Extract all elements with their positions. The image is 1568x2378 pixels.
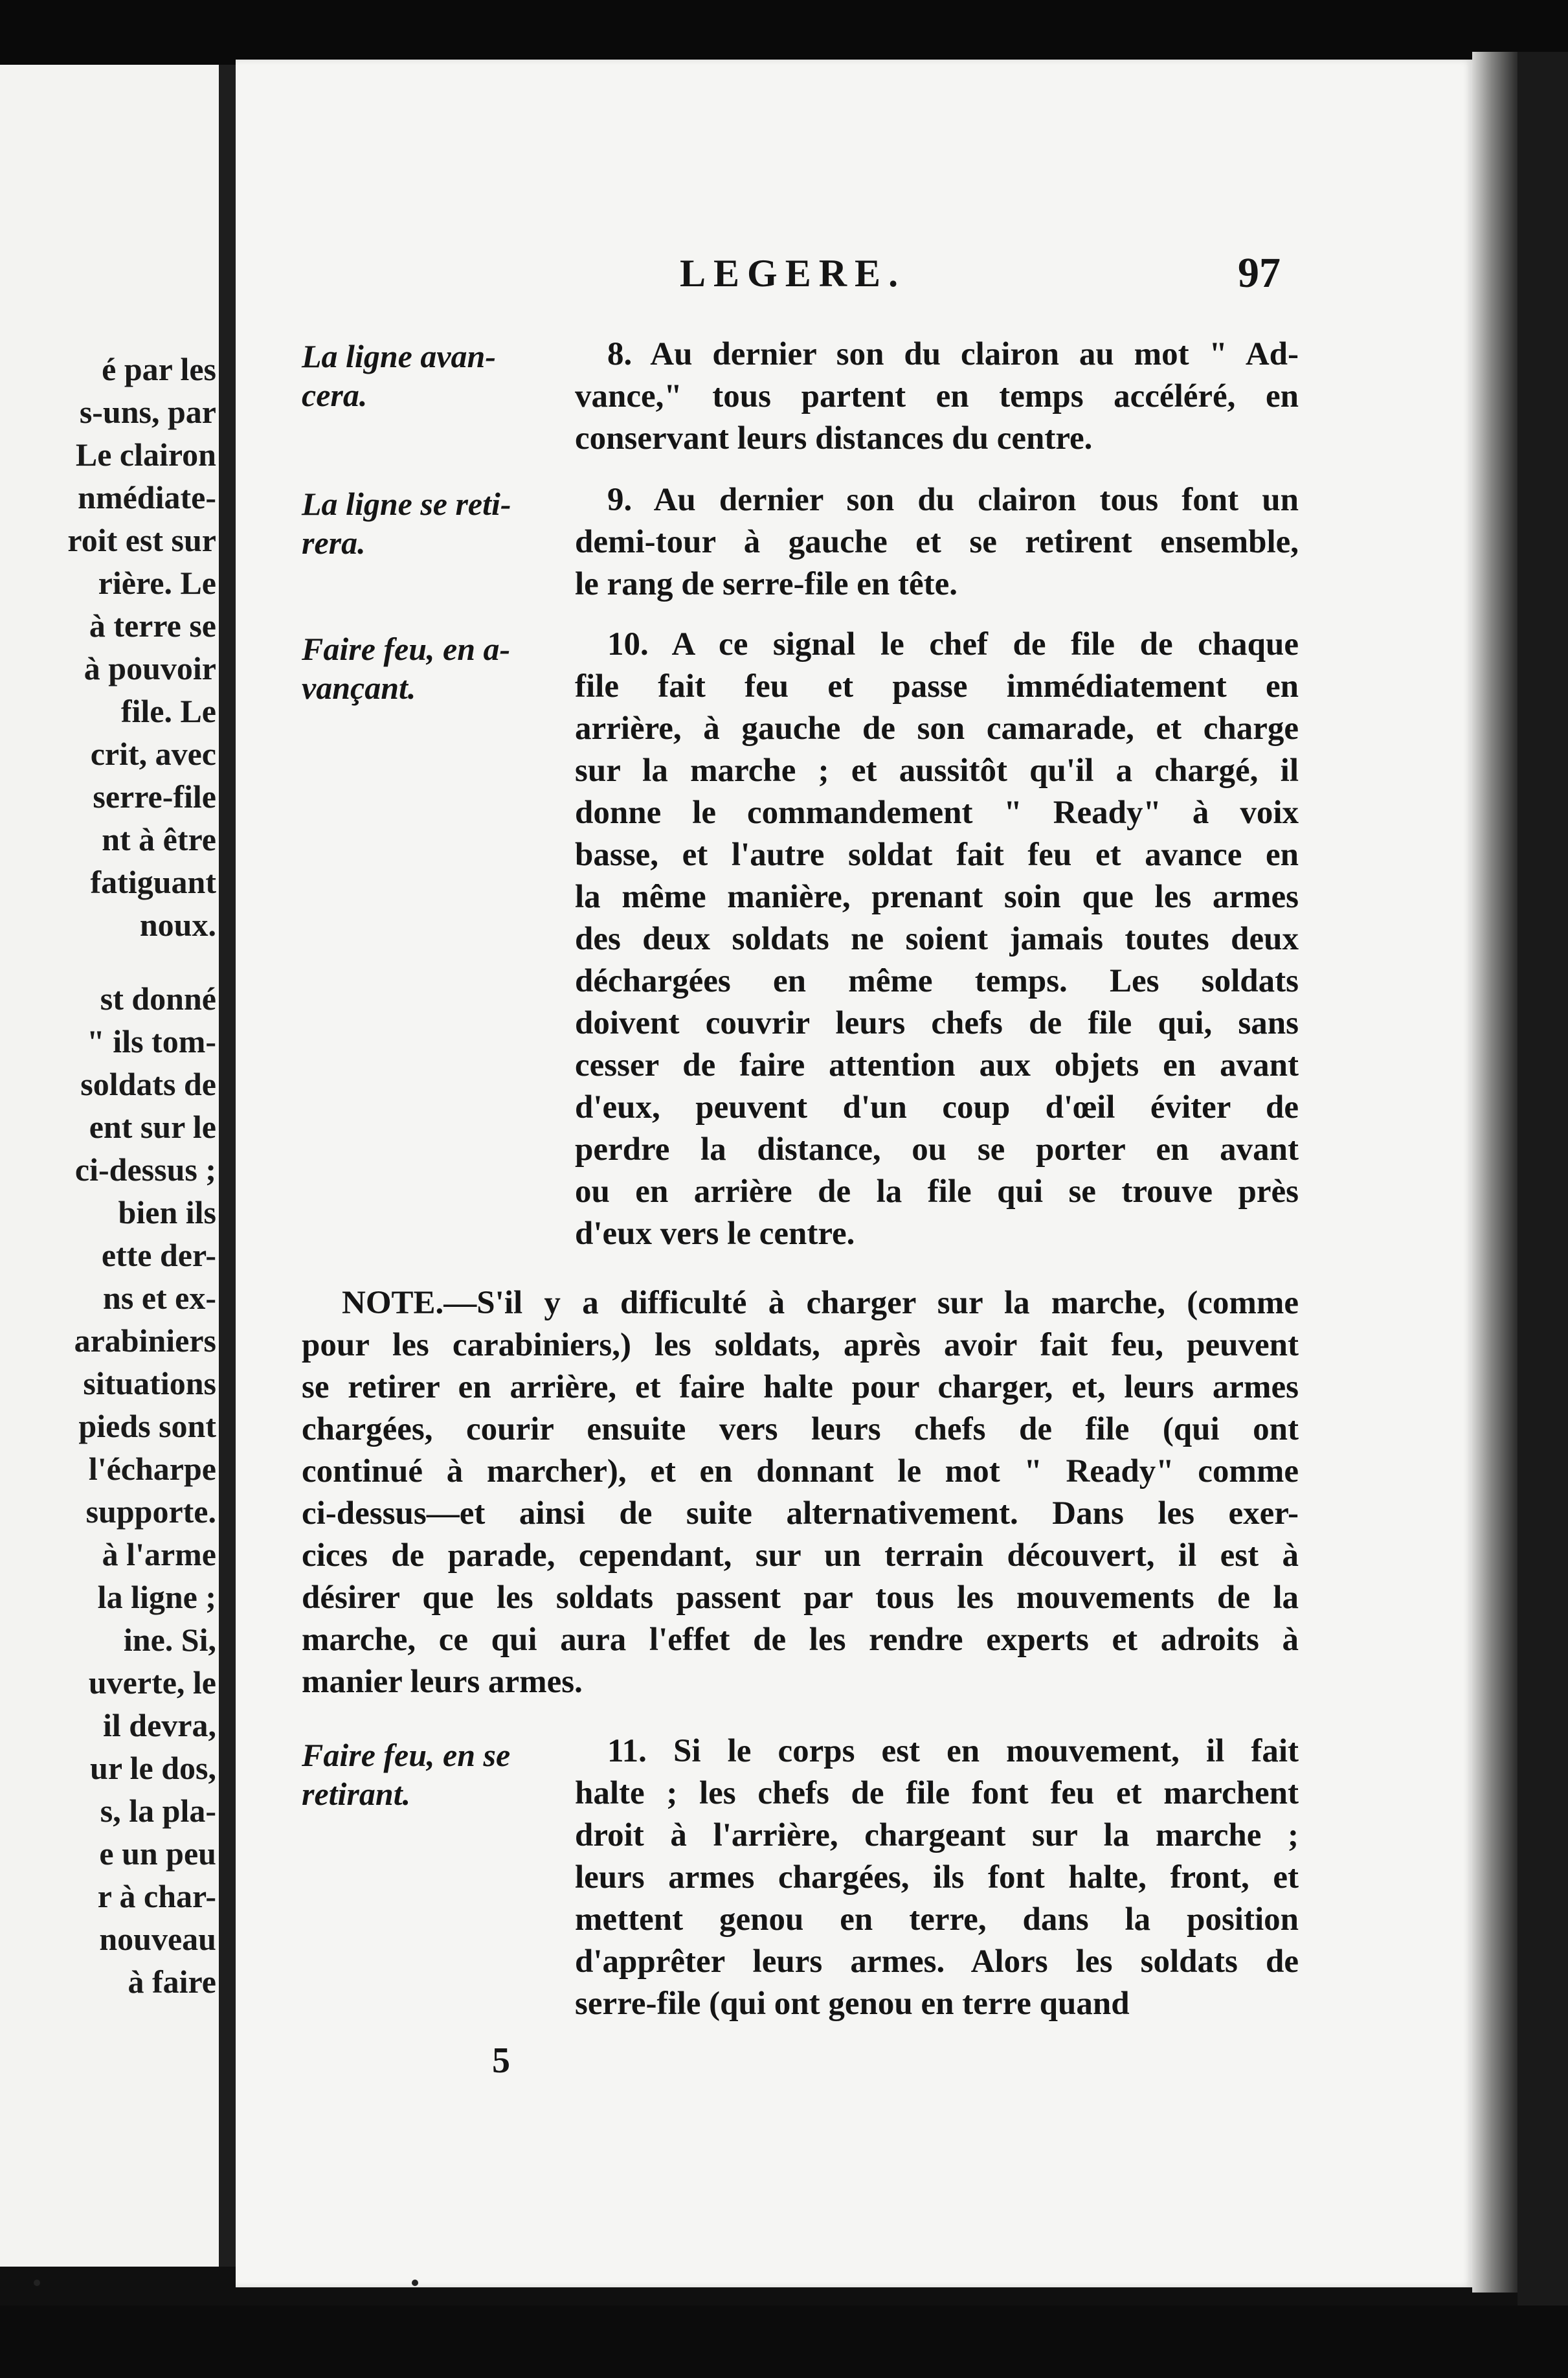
left-page-fragment [0,65,219,2267]
left-page-line: nmédiate- [78,479,216,515]
text-line: 11. Si le corps est en mouvement, il fait [607,1733,1299,1769]
left-page-line: supporte. [85,1493,216,1530]
text-line: continué à marcher), et en donnant le mot " Ready" comme [302,1453,1299,1489]
page-number: 97 [1238,249,1281,297]
margin-note-line: retirant. [302,1776,411,1812]
text-line: 10. A ce signal le chef de file de chaque [607,626,1299,662]
margin-note-ligne-retirera [302,484,511,562]
text-line: halte ; les chefs de file font feu et marchent [575,1775,1299,1811]
left-page-line: serre-file [93,778,216,815]
left-page-line: " ils tom- [87,1023,216,1059]
text-line: 8. Au dernier son du clairon au mot " Ad- [607,336,1299,372]
left-page-line: la ligne ; [97,1579,216,1615]
text-line: d'eux, peuvent d'un coup d'œil éviter de [575,1089,1299,1126]
text-line: cesser de faire attention aux objets en avant [575,1047,1299,1083]
left-page-line: ci-dessus ; [74,1151,216,1188]
text-line: mettent genou en terre, dans la position [575,1901,1299,1938]
paragraph-9 [575,479,1299,606]
text-line: le rang de serre-file en tête. [575,566,958,602]
margin-note-line: La ligne avan- [302,338,496,374]
left-page-line: bien ils [118,1194,216,1230]
text-line: donne le commandement " Ready" à voix [575,795,1299,831]
left-page-line: st donné [100,980,216,1017]
left-page-line: fatiguant [90,864,216,900]
text-line: chargées, courir ensuite vers leurs chefs de file (qui ont [302,1411,1299,1447]
margin-note-line: rera. [302,525,366,561]
left-page-line: noux. [139,907,216,943]
left-page-line: à terre se [89,607,216,644]
paragraph-10 [575,624,1299,1255]
text-line: file fait feu et passe immédiatement en [575,668,1299,705]
text-line: leurs armes chargées, ils font halte, front, et [575,1859,1299,1896]
left-page-line: file. Le [120,693,216,729]
left-page-line: ur le dos, [90,1750,216,1786]
text-line: doivent couvrir leurs chefs de file qui, sans [575,1005,1299,1041]
specks [412,2280,418,2286]
text-line: cices de parade, cependant, sur un terrain découvert, il est à [302,1537,1299,1574]
left-page-line: e un peu [99,1835,216,1872]
left-page-line: pieds sont [78,1408,216,1444]
scan-bottom-border [0,2305,1568,2378]
text-line: ci-dessus—et ainsi de suite alternativement. Dans les exer- [302,1495,1299,1532]
margin-note-line: Faire feu, en a- [302,631,511,667]
left-page-line: crit, avec [90,736,216,772]
text-line: des deux soldats ne soient jamais toutes deux [575,921,1299,957]
margin-note-line: La ligne se reti- [302,486,511,522]
margin-note-line: vançant. [302,670,416,706]
text-line: pour les carabiniers,) les soldats, après avoir fait feu, peuvent [302,1327,1299,1363]
specks [34,2280,40,2286]
left-page-line: l'écharpe [88,1451,216,1487]
left-page-line: à pouvoir [84,650,216,686]
left-page-line: Le clairon [75,436,216,473]
left-page-line: situations [83,1365,216,1401]
text-line: basse, et l'autre soldat fait feu et avance en [575,837,1299,873]
text-line: demi-tour à gauche et se retirent ensemble, [575,524,1299,560]
left-page-line: arabiniers [74,1322,216,1359]
book-spine [1518,52,1568,2312]
text-line: arrière, à gauche de son camarade, et charge [575,710,1299,747]
left-page-line: uverte, le [88,1664,216,1701]
book-gutter [219,65,236,2267]
left-page-line: s-uns, par [79,394,216,430]
text-line: d'apprêter leurs armes. Alors les soldats de [575,1943,1299,1980]
running-header: LEGERE. [680,252,906,295]
text-line: vance," tous partent en temps accéléré, en [575,378,1299,414]
page-edge [1472,52,1518,2293]
margin-note-feu-avancant [302,629,510,707]
text-line: ou en arrière de la file qui se trouve près [575,1173,1299,1210]
left-page-line: nt à être [102,821,216,857]
left-page-line: ns et ex- [103,1280,216,1316]
paragraph-note [302,1282,1299,1703]
left-page-line: roit est sur [67,522,216,558]
text-line: désirer que les soldats passent par tous les mouvements de la [302,1580,1299,1616]
left-page-line: ette der- [101,1237,216,1273]
left-page-line: nouveau [99,1921,216,1957]
text-line: déchargées en même temps. Les soldats [575,963,1299,999]
text-line: 9. Au dernier son du clairon tous font un [607,482,1299,518]
left-page-line: soldats de [80,1066,216,1102]
text-line: sur la marche ; et aussitôt qu'il a chargé, il [575,753,1299,789]
margin-note-feu-retirant [302,1736,510,1813]
paragraph-11 [575,1730,1299,2025]
text-line: d'eux vers le centre. [575,1216,855,1252]
text-line: droit à l'arrière, chargeant sur la marche ; [575,1817,1299,1853]
text-line: serre-file (qui ont genou en terre quand [575,1986,1130,2022]
margin-note-line: cera. [302,377,368,413]
left-page-line: à faire [128,1964,216,2000]
text-line: se retirer en arrière, et faire halte pour charger, et, leurs armes [302,1369,1299,1405]
text-line: conservant leurs distances du centre. [575,420,1093,457]
paragraph-8 [575,334,1299,460]
left-page-line: rière. Le [98,565,216,601]
margin-note-ligne-avancera [302,337,496,414]
margin-note-line: Faire feu, en se [302,1737,511,1773]
text-line: la même manière, prenant soin que les armes [575,879,1299,915]
left-page-line: ine. Si, [123,1622,216,1658]
left-page-line: s, la pla- [100,1793,216,1829]
left-page-line: r à char- [97,1878,216,1914]
left-page-line: il devra, [103,1707,216,1743]
text-line: perdre la distance, ou se porter en avant [575,1131,1299,1168]
text-line: NOTE.—S'il y a difficulté à charger sur la marche, (comme [342,1285,1299,1321]
left-page-line: é par les [102,351,216,387]
text-line: manier leurs armes. [302,1664,583,1700]
left-page-line: ent sur le [89,1109,216,1145]
text-line: marche, ce qui aura l'effet de les rendre experts et adroits à [302,1622,1299,1658]
signature-mark: 5 [492,2041,510,2081]
left-page-line: à l'arme [102,1536,216,1572]
